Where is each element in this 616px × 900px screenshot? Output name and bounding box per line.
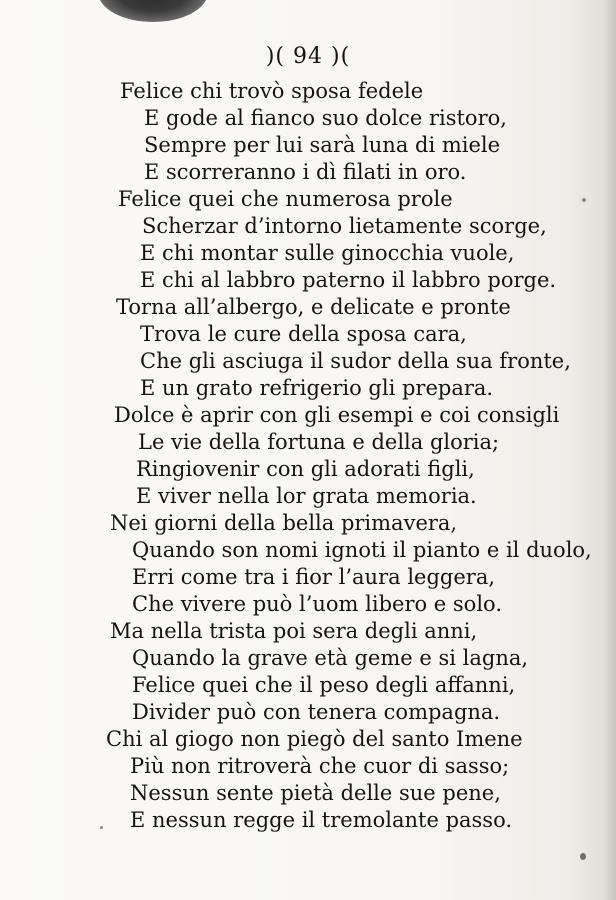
poem-line: E scorreranno i dì filati in oro.: [144, 160, 467, 184]
poem-line: E gode al fianco suo dolce ristoro,: [144, 106, 507, 130]
poem-line: Felice chi trovò sposa fedele: [120, 79, 424, 103]
paper-speck: [580, 853, 586, 860]
poem-line: Felice quei che numerosa prole: [118, 187, 453, 211]
poem-line: Chi al giogo non piegò del santo Imene: [106, 727, 523, 751]
poem-line: Divider può con tenera compagna.: [132, 700, 501, 724]
poem-line: E un grato refrigerio gli prepara.: [140, 376, 494, 400]
poem-line: Dolce è aprir con gli esempi e coi consigli: [114, 403, 560, 427]
poem-line: Torna all’albergo, e delicate e pronte: [116, 295, 511, 319]
poem-line: Ringiovenir con gli adorati figli,: [136, 457, 475, 481]
poem-line: Nei giorni della bella primavera,: [110, 511, 458, 535]
poem-line: Che gli asciuga il sudor della sua fronte,: [140, 349, 571, 373]
poem-line: Felice quei che il peso degli affanni,: [132, 673, 516, 697]
poem-line: Quando son nomi ignoti il pianto e il duolo,: [132, 538, 592, 562]
poem-line: Ma nella trista poi sera degli anni,: [110, 619, 478, 643]
poem-line: E nessun regge il tremolante passo.: [130, 808, 513, 832]
poem-line: Più non ritroverà che cuor di sasso;: [130, 754, 510, 778]
page-number-header: )( 94 )(: [265, 44, 351, 69]
poem-line: Che vivere può l’uom libero e solo.: [132, 592, 502, 616]
poem-line: Nessun sente pietà delle sue pene,: [130, 781, 501, 805]
poem-line: Scherzar d’intorno lietamente scorge,: [142, 214, 547, 238]
paper-speck: [100, 826, 103, 829]
poem-line: Erri come tra i fior l’aura leggera,: [132, 565, 496, 589]
poem-line: E viver nella lor grata memoria.: [136, 484, 477, 508]
poem-line: Trova le cure della sposa cara,: [140, 322, 467, 346]
page-edge-shadow: [602, 0, 616, 900]
poem-line: Sempre per lui sarà luna di miele: [144, 133, 501, 157]
binding-shadow: [98, 0, 208, 22]
poem-line: Le vie della fortuna e della gloria;: [138, 430, 500, 454]
poem-line: E chi montar sulle ginocchia vuole,: [140, 241, 515, 265]
paper-speck: [582, 198, 586, 202]
poem-line: Quando la grave età geme e si lagna,: [132, 646, 529, 670]
poem-line: E chi al labbro paterno il labbro porge.: [140, 268, 557, 292]
